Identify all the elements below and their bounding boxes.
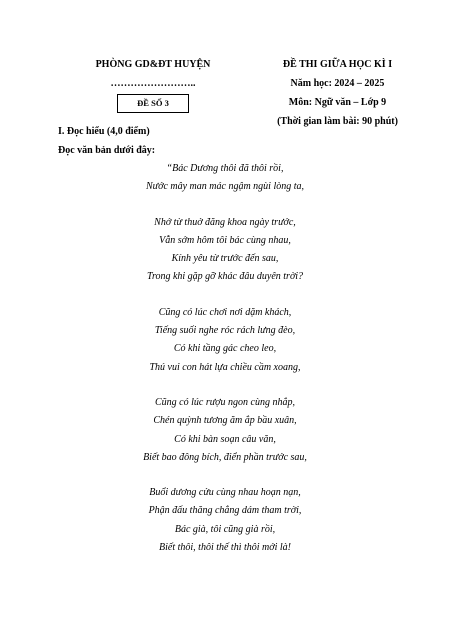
poem-line: Có khi bàn soạn câu văn, bbox=[174, 433, 276, 445]
section-title: I. Đọc hiểu (4,0 điểm) bbox=[58, 126, 150, 137]
poem-line: Cũng có lúc rượu ngon cùng nhắp, bbox=[155, 396, 295, 408]
exam-code-box: ĐỀ SỐ 3 bbox=[117, 94, 189, 113]
poem-line: Nước mây man mác ngậm ngùi lòng ta, bbox=[146, 181, 304, 193]
department-dots: …………………….. bbox=[110, 78, 196, 89]
exam-duration: (Thời gian làm bài: 90 phút) bbox=[277, 116, 398, 127]
poem-text bbox=[58, 160, 392, 574]
poem-line: Phận đấu thăng chẳng dám tham trời, bbox=[148, 505, 302, 517]
poem-line: Cũng có lúc chơi nơi dặm khách, bbox=[158, 306, 292, 318]
poem-line: Kính yêu từ trước đến sau, bbox=[171, 253, 279, 265]
poem-line: Buổi dương cửu cùng nhau hoạn nạn, bbox=[149, 487, 301, 499]
school-year: Năm học: 2024 – 2025 bbox=[290, 78, 385, 89]
poem-line: “Bác Dương thôi đã thôi rồi, bbox=[166, 163, 284, 174]
poem-line: Nhớ từ thuở đăng khoa ngày trước, bbox=[154, 216, 296, 228]
reading-instruction: Đọc văn bản dưới đây: bbox=[58, 145, 156, 156]
poem-line: Có khi tầng gác cheo leo, bbox=[173, 343, 277, 355]
poem-line: Tiếng suối nghe róc rách lưng đèo, bbox=[154, 325, 296, 337]
department-name: PHÒNG GD&ĐT HUYỆN bbox=[95, 59, 211, 70]
poem-line: Biết thôi, thôi thế thì thôi mới là! bbox=[159, 542, 291, 554]
poem-line: Chén quỳnh tương ăm ắp bầu xuân, bbox=[153, 415, 297, 427]
poem-line: Trong khi gặp gỡ khác đâu duyên trời? bbox=[146, 271, 304, 283]
header-left bbox=[58, 55, 248, 93]
poem-line: Vẫn sớm hôm tôi bác cùng nhau, bbox=[159, 234, 291, 246]
subject-line: Môn: Ngữ văn – Lớp 9 bbox=[288, 97, 387, 108]
poem-stanza bbox=[58, 160, 392, 197]
header-right bbox=[255, 55, 420, 131]
poem-stanza bbox=[58, 214, 392, 287]
poem-line: Bác già, tôi cũng già rồi, bbox=[174, 523, 276, 535]
poem-stanza bbox=[58, 394, 392, 467]
poem-line: Biết bao đông bích, điển phần trước sau, bbox=[143, 451, 307, 463]
poem-line: Thú vui con hát lựa chiều cầm xoang, bbox=[149, 361, 301, 373]
exam-title: ĐỀ THI GIỮA HỌC KÌ I bbox=[282, 59, 393, 70]
poem-stanza bbox=[58, 304, 392, 377]
poem-stanza bbox=[58, 484, 392, 557]
